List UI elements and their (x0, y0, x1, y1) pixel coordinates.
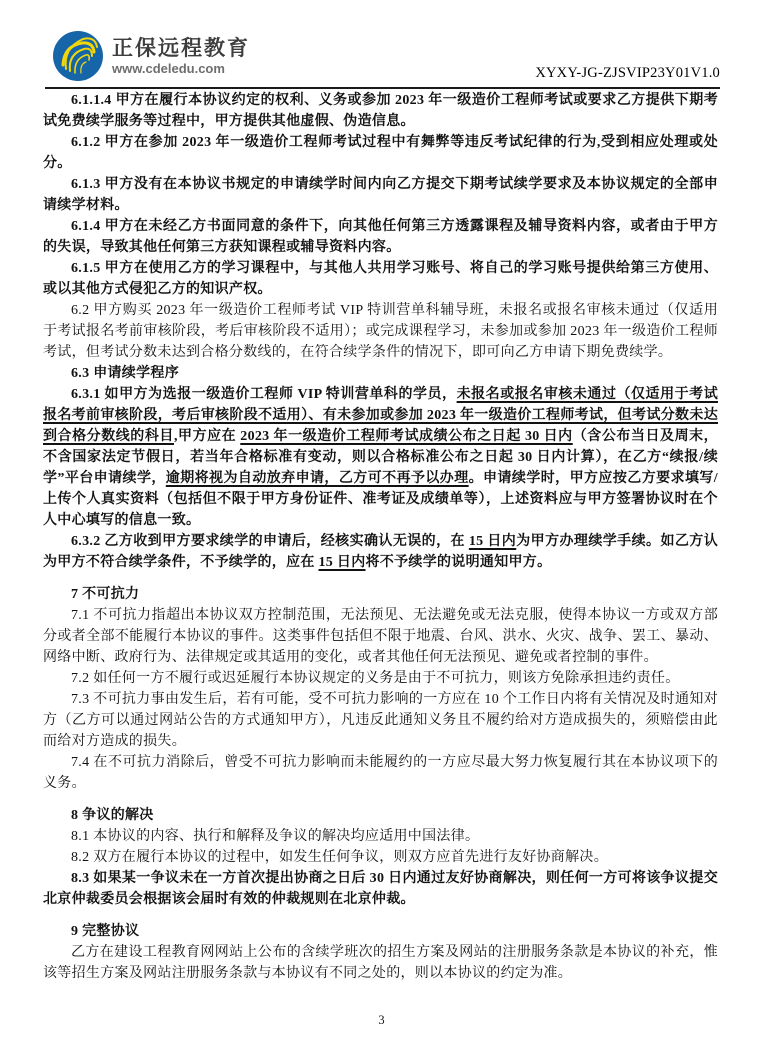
brand-text (112, 37, 250, 76)
section-heading: 7 不可抗力 (71, 587, 140, 602)
underlined-text: 15 日内 (318, 555, 366, 570)
underlined-text: 15 日内 (468, 534, 517, 549)
paragraph: 6.1.2 甲方在参加 2023 年一级造价工程师考试过程中有舞弊等违反考试纪律的行为,受到相应处理或处分。 (43, 135, 718, 171)
header-divider (45, 87, 720, 89)
section-heading: 6.3 申请续学程序 (71, 366, 179, 381)
brand-url: www.cdeledu.com (112, 60, 225, 76)
section-heading: 8 争议的解决 (71, 808, 154, 823)
section-heading: 9 完整协议 (71, 924, 140, 939)
paragraph: 乙方在建设工程教育网网站上公布的含续学班次的招生方案及网站的注册服务条款是本协议的补充，惟该等招生方案及网站注册服务条款与本协议有不同之处的，则以本协议的约定为准。 (43, 945, 718, 981)
paragraph: 7.2 如任何一方不履行或迟延履行本协议规定的义务是由于不可抗力，则该方免除承担违约责任。 (71, 671, 680, 686)
paragraph: 6.3.1 如甲方为选报一级造价工程师 VIP 特训营单科的学员，未报名或报名审核未通过（仅适用于考试报名考前审核阶段，考后审核阶段不适用）、有未参加或参加 2023 年一级造价工程师考试，但考试分数未达到合格分数线的科目,甲方应在 2023 年一级造价工程师考试成绩公布之日起 30 日内（含公布当日及周末，不含国家法定节假日，若当年合格标准有变动，则以合格标准公布之日起 30 日内计算），在乙方“续报/续学”平台申请续学，逾期将视为自动放弃申请，乙方可不再予以办理。申请续学时，甲方应按乙方要求填写/上传个人真实资料（包括但不限于甲方身份证件、准考证及成绩单等），上述资料应与甲方签署协议时在个人中心填写的信息一致。 (43, 387, 718, 528)
paragraph: 6.1.5 甲方在使用乙方的学习课程中，与其他人共用学习账号、将自己的学习账号提供给第三方使用、或以其他方式侵犯乙方的知识产权。 (43, 261, 718, 297)
underlined-text: 未报名或报名审核未通过（仅适用于考试报名考前审核阶段，考后审核阶段不适用）、有未参加或参加 2023 年一级造价工程师考试，但考试分数未达到合格分数线的科目 (43, 387, 718, 444)
paragraph: 8.2 双方在履行本协议的过程中，如发生任何争议，则双方应首先进行友好协商解决。 (71, 850, 608, 865)
underlined-text: 逾期将视为自动放弃申请，乙方可不再予以办理 (165, 471, 469, 486)
underlined-text: 2023 年一级造价工程师考试成绩公布之日起 30 日内 (240, 429, 573, 444)
brand-name: 正保远程教育 (112, 36, 250, 60)
document-body (43, 90, 718, 984)
paragraph: 7.4 在不可抗力消除后，曾受不可抗力影响而未能履约的一方应尽最大努力恢复履行其在本协议项下的义务。 (43, 755, 718, 791)
paragraph: 6.3.2 乙方收到甲方要求续学的申请后，经核实确认无误的，在 15 日内为甲方办理续学手续。如乙方认为甲方不符合续学条件，不予续学的，应在 15 日内将不予续学的说明通知甲方。 (43, 534, 719, 570)
paragraph: 6.1.1.4 甲方在履行本协议约定的权利、义务或参加 2023 年一级造价工程师考试或要求乙方提供下期考试免费续学服务等过程中，甲方提供其他虚假、伪造信息。 (43, 93, 718, 129)
doc-code: XYXY-JG-ZJSVIP23Y01V1.0 (535, 65, 720, 81)
paragraph: 7.1 不可抗力指超出本协议双方控制范围，无法预见、无法避免或无法克服，使得本协议一方或双方部分或者全部不能履行本协议的事件。这类事件包括但不限于地震、台风、洪水、火灾、战争、罢工、暴动、网络中断、政府行为、法律规定或其适用的变化，或者其他任何无法预见、避免或者控制的事件。 (43, 608, 718, 665)
page-number: 3 (378, 1013, 385, 1027)
swirl-globe-icon (53, 31, 103, 81)
paragraph: 6.2 甲方购买 2023 年一级造价工程师考试 VIP 特训营单科辅导班，未报名或报名审核未通过（仅适用于考试报名考前审核阶段，考后审核阶段不适用）；或完成课程学习，未参加或参加 2023 年一级造价工程师考试，但考试分数未达到合格分数线的，在符合续学条件的情况下，即可向乙方申请下期免费续学。 (43, 303, 718, 360)
page-header (45, 0, 720, 88)
paragraph: 7.3 不可抗力事由发生后，若有可能，受不可抗力影响的一方应在 10 个工作日内将有关情况及时通知对方（乙方可以通过网站公告的方式通知甲方），凡违反此通知义务且不履约给对方造成损失的，须赔偿由此而给对方造成的损失。 (43, 692, 718, 749)
brand (53, 31, 250, 81)
paragraph: 6.1.4 甲方在未经乙方书面同意的条件下，向其他任何第三方透露课程及辅导资料内容，或者由于甲方的失误，导致其他任何第三方获知课程或辅导资料内容。 (43, 219, 718, 255)
paragraph: 8.3 如果某一争议未在一方首次提出协商之日后 30 日内通过友好协商解决，则任何一方可将该争议提交北京仲裁委员会根据该会届时有效的仲裁规则在北京仲裁。 (43, 871, 718, 907)
paragraph: 6.1.3 甲方没有在本协议书规定的申请续学时间内向乙方提交下期考试续学要求及本协议规定的全部申请续学材料。 (43, 177, 718, 213)
paragraph: 8.1 本协议的内容、执行和解释及争议的解决均应适用中国法律。 (71, 829, 480, 844)
